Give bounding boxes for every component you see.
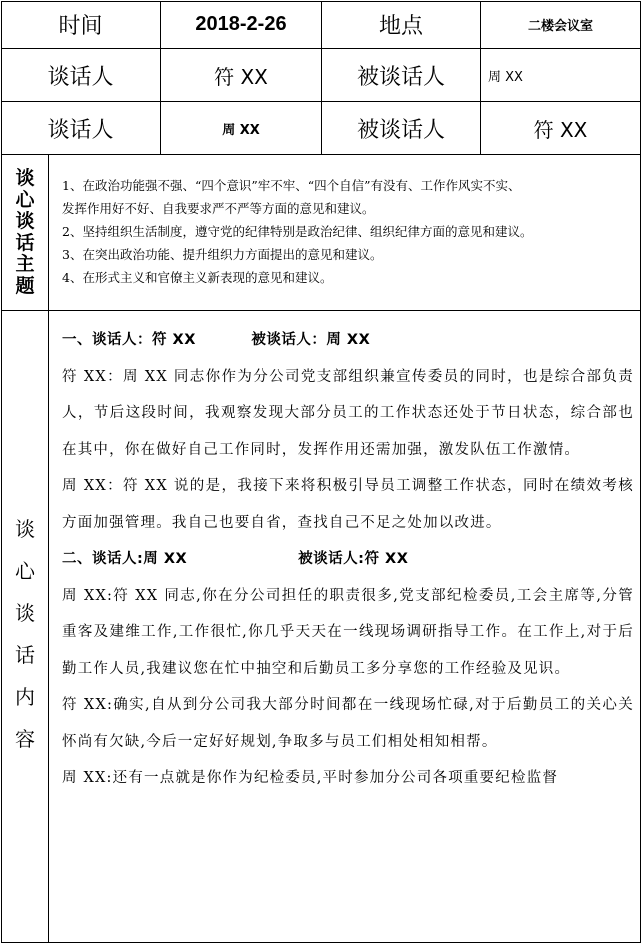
topic-line: 1、在政治功能强不强、“四个意识”牢不牢、“四个自信”有没有、工作作风实不实、 bbox=[62, 178, 521, 193]
place-value: 二楼会议室 bbox=[527, 19, 593, 34]
section-2-title: 二、谈话人:周 XX 被谈话人:符 XX bbox=[62, 551, 409, 567]
topic-line: 4、在形式主义和官僚主义新表现的意见和建议。 bbox=[62, 270, 333, 285]
topics-label-char: 话 bbox=[15, 231, 35, 254]
topics-label-char: 主 bbox=[15, 253, 35, 275]
section-2-paragraph: 符 XX:确实,自从到分公司我大部分时间都在一线现场忙碌,对于后勤员工的关心关怀尚有欠缺,今后一定好好规划,争取多与员工们相处相知相帮。 bbox=[62, 697, 634, 750]
topic-line: 发挥作用好不好、自我要求严不严等方面的意见和建议。 bbox=[62, 201, 375, 216]
topics-label-char: 谈 bbox=[15, 167, 35, 189]
talker-value-1: 符 XX bbox=[214, 64, 268, 89]
content-label-char: 容 bbox=[15, 727, 35, 751]
section-1-paragraph: 符 XX：周 XX 同志你作为分公司党支部组织兼宣传委员的同时，也是综合部负责人，节后这段时间，我观察发现大部分员工的工作状态还处于节日状态，综合部也在其中，你在做好自己工作同时，发挥作用还需加强，激发队伍工作激情。 bbox=[62, 368, 634, 458]
content-label-char: 谈 bbox=[15, 517, 35, 541]
talker-label-1: 谈话人 bbox=[47, 64, 114, 90]
content-label-char: 谈 bbox=[15, 601, 35, 625]
section-1-title: 一、谈话人：符 XX 被谈话人：周 XX bbox=[62, 332, 371, 348]
content-label-char: 内 bbox=[15, 685, 35, 709]
row-divider-3 bbox=[1, 154, 641, 155]
content-label-char: 心 bbox=[15, 559, 35, 583]
content-label bbox=[2, 508, 48, 760]
topics-label bbox=[2, 168, 48, 297]
talkee-value-1: 周 XX bbox=[488, 69, 523, 85]
topics-list bbox=[62, 174, 640, 289]
talker-label-2: 谈话人 bbox=[47, 117, 114, 143]
row-divider-4 bbox=[1, 310, 641, 311]
talker-value-2: 周 XX bbox=[222, 122, 260, 138]
col-divider-label bbox=[48, 154, 49, 943]
section-2-paragraph: 周 XX:还有一点就是你作为纪检委员,平时参加分公司各项重要纪检监督 bbox=[62, 770, 559, 786]
place-label: 地点 bbox=[378, 14, 423, 39]
section-1-paragraph: 周 XX：符 XX 说的是，我接下来将积极引导员工调整工作状态，同时在绩效考核方面加强管理。我自己也要自省，查找自己不足之处加以改进。 bbox=[62, 478, 634, 531]
conversation-content bbox=[62, 322, 634, 797]
topics-label-char: 心 bbox=[15, 188, 35, 211]
border-bottom bbox=[1, 942, 641, 943]
topic-line: 2、坚持组织生活制度，遵守党的纪律特别是政治纪律、组织纪律方面的意见和建议。 bbox=[62, 224, 533, 239]
topics-label-char: 题 bbox=[15, 274, 35, 297]
talkee-value-2: 符 XX bbox=[533, 117, 588, 142]
content-label-char: 话 bbox=[15, 643, 35, 667]
border-right bbox=[640, 1, 641, 943]
time-value: 2018-2-26 bbox=[195, 13, 287, 35]
talkee-label-2: 被谈话人 bbox=[356, 117, 445, 143]
topics-label-char: 谈 bbox=[15, 210, 35, 232]
section-2-paragraph: 周 XX:符 XX 同志,你在分公司担任的职责很多,党支部纪检委员,工会主席等,分管重客及建维工作,工作很忙,你几乎天天在一线现场调研指导工作。在工作上,对于后勤工作人员,我建议您在忙中抽空和后勤员工多分享您的工作经验及见识。 bbox=[62, 587, 634, 677]
time-label: 时间 bbox=[58, 14, 103, 39]
topic-line: 3、在突出政治功能、提升组织力方面提出的意见和建议。 bbox=[62, 247, 383, 262]
talkee-label-1: 被谈话人 bbox=[356, 64, 445, 90]
